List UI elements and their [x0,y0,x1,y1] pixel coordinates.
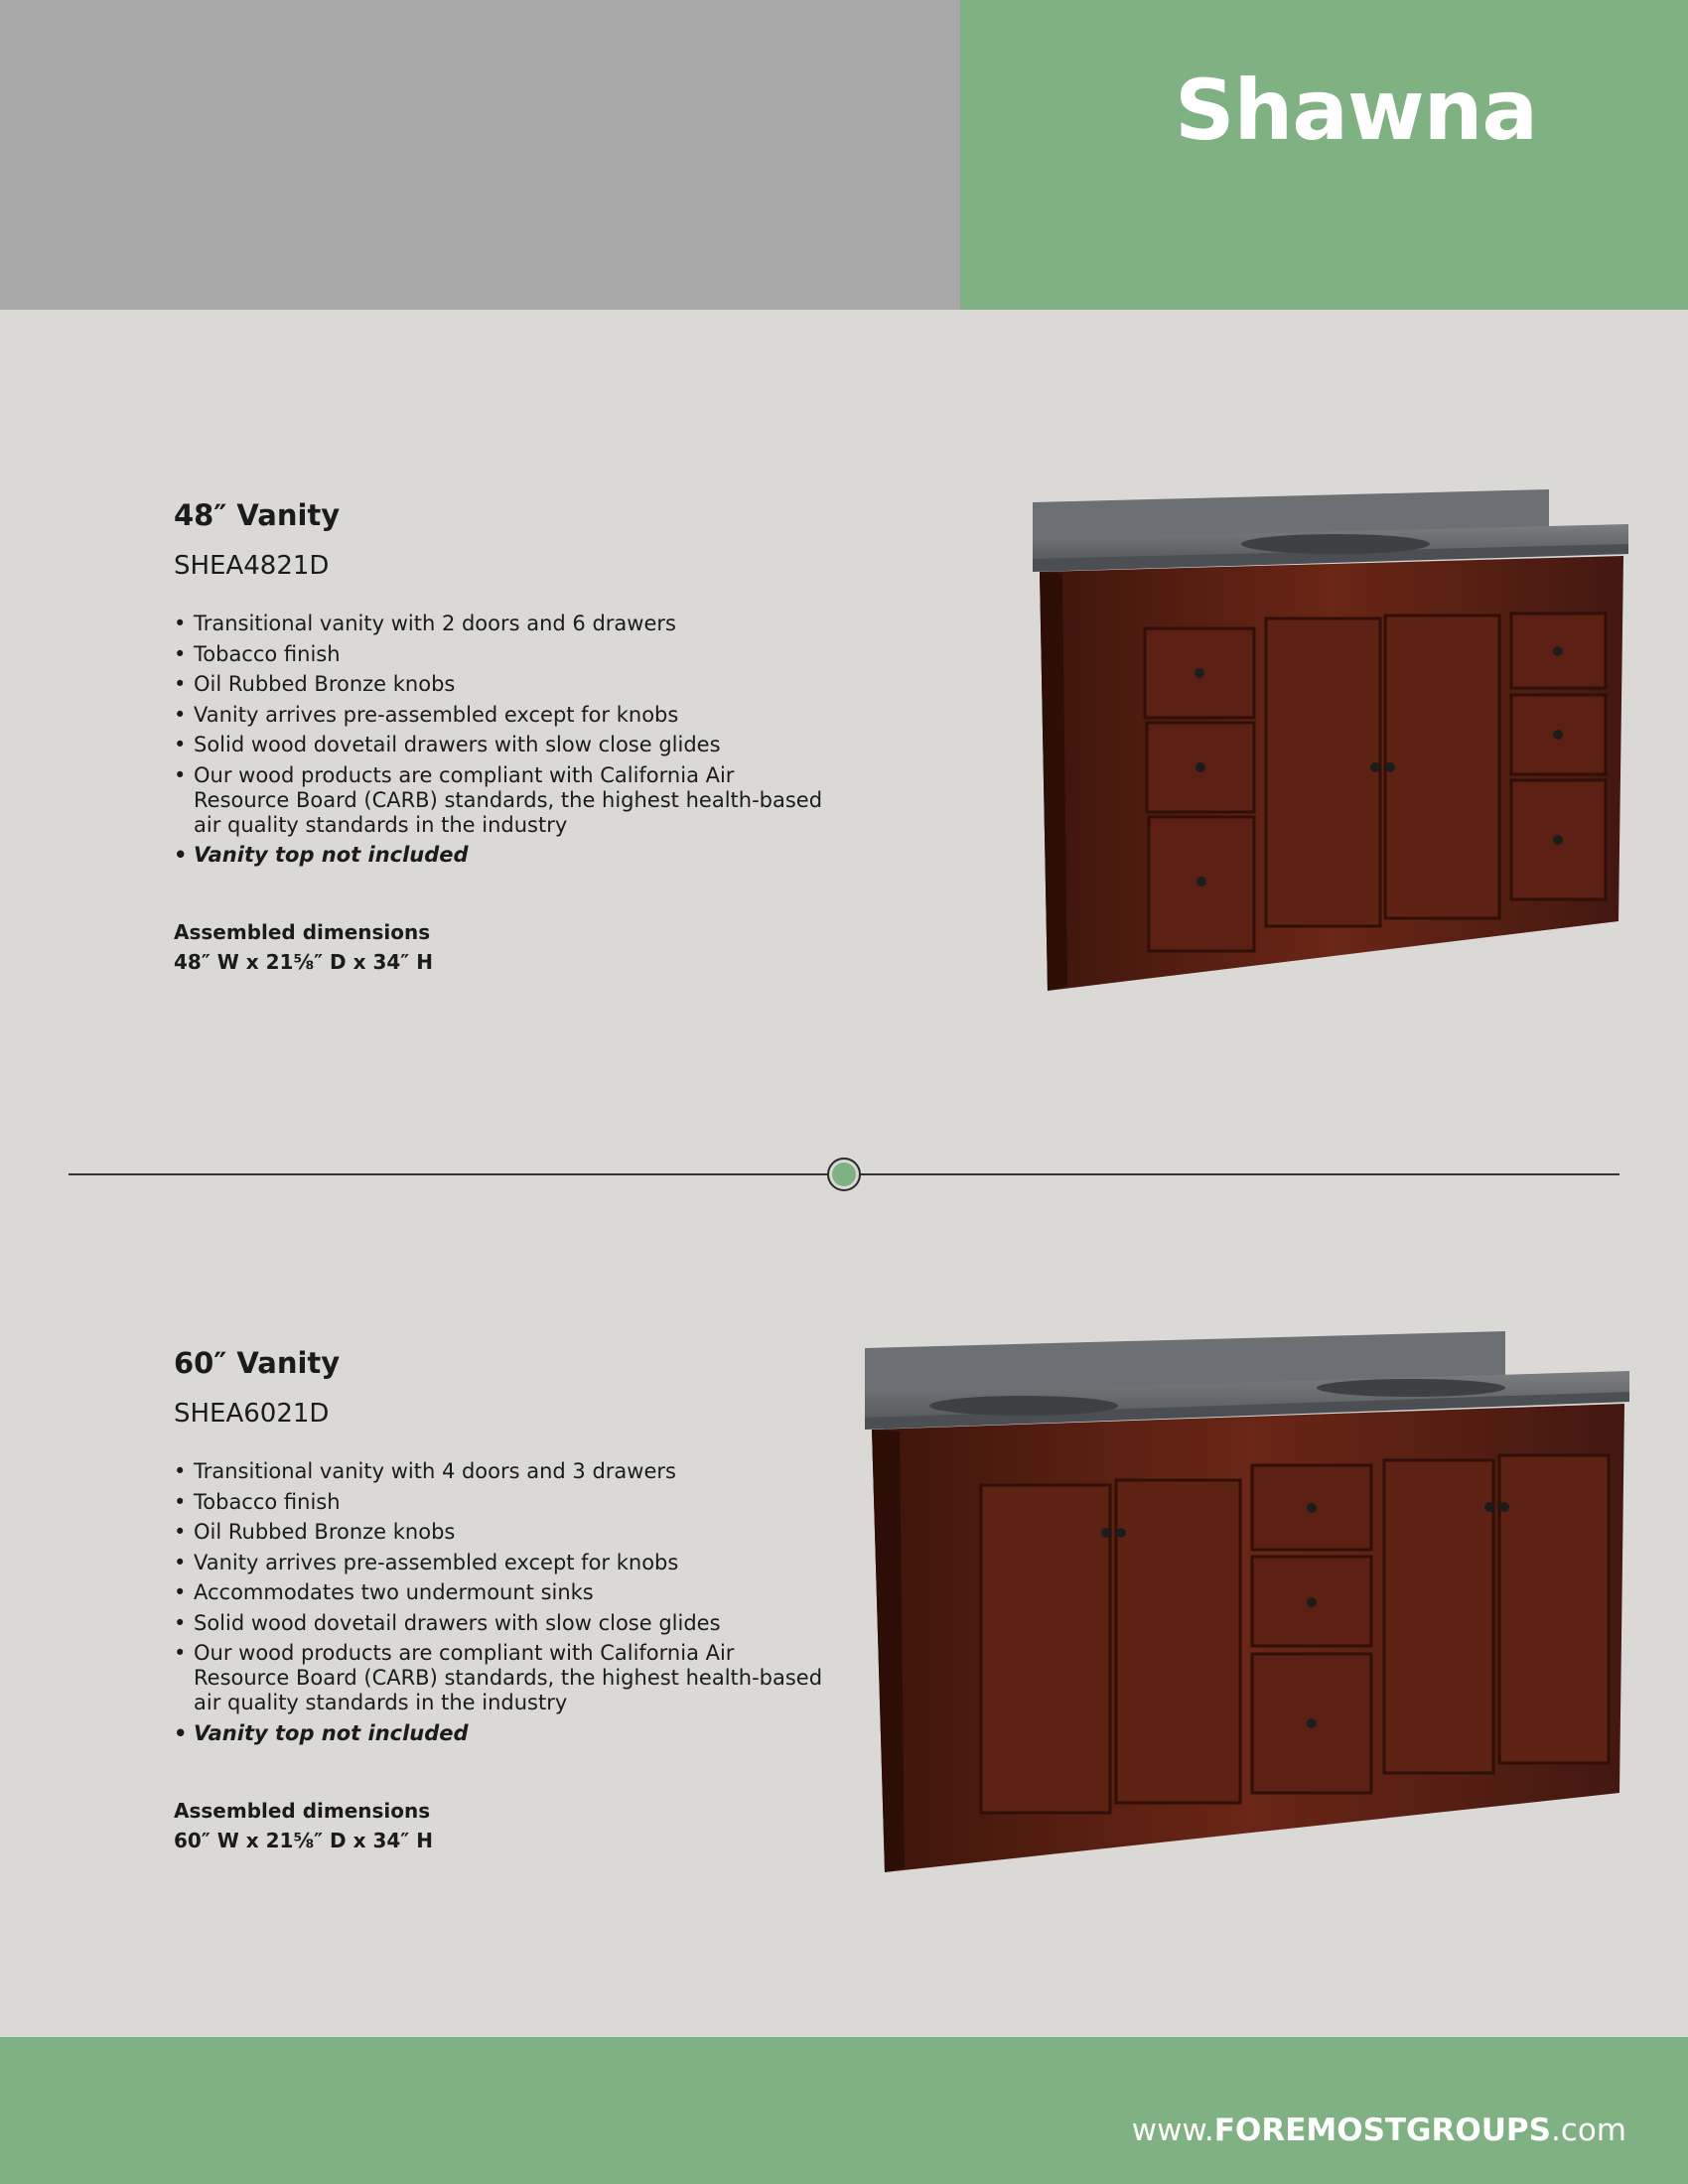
dimensions-label: Assembled dimensions [174,1798,431,1823]
website-link[interactable] [1132,2113,1626,2148]
dimensions-value: 48″ W x 21⅝″ D x 34″ H [174,950,433,974]
collection-title: Shawna [1175,62,1538,159]
feature-item: • Tobacco finish [174,642,829,667]
footer-band [0,2037,1688,2184]
feature-item: • Oil Rubbed Bronze knobs [174,672,829,697]
feature-note: • Vanity top not included [174,1721,829,1746]
feature-item: • Vanity arrives pre-assembled except for knobs [174,703,829,728]
dimensions-label: Assembled dimensions [174,920,431,944]
feature-item: • Transitional vanity with 2 doors and 6 drawers [174,612,829,636]
product-name: 48″ Vanity [174,498,341,532]
url-suffix: .com [1550,2113,1626,2148]
feature-note: • Vanity top not included [174,843,829,868]
dimensions-value: 60″ W x 21⅝″ D x 34″ H [174,1828,433,1852]
feature-item: • Our wood products are compliant with California Air Resource Board (CARB) standards, the highest health-based air quality standards in the industry [174,1641,829,1715]
feature-item: • Solid wood dovetail drawers with slow close glides [174,733,829,757]
vanity-60-image [860,1326,1634,1882]
url-prefix: www. [1131,2113,1214,2148]
feature-list [174,1459,829,1746]
divider-dot-icon [827,1158,861,1191]
feature-item: • Oil Rubbed Bronze knobs [174,1520,829,1545]
feature-item: • Tobacco finish [174,1490,829,1515]
feature-item: • Vanity arrives pre-assembled except for knobs [174,1551,829,1575]
product-48-vanity [174,492,829,977]
product-sku: SHEA6021D [174,1399,330,1429]
product-60-vanity [174,1340,829,1855]
feature-item: • Transitional vanity with 4 doors and 3 drawers [174,1459,829,1484]
feature-item: • Solid wood dovetail drawers with slow close glides [174,1611,829,1636]
feature-item: • Accommodates two undermount sinks [174,1580,829,1605]
product-sku: SHEA4821D [174,551,330,581]
url-brand: FOREMOSTGROUPS [1213,2113,1551,2148]
vanity-48-image [1028,484,1633,1001]
feature-item: • Our wood products are compliant with California Air Resource Board (CARB) standards, the highest health-based air quality standards in the industry [174,763,829,838]
feature-list [174,612,829,868]
product-name: 60″ Vanity [174,1346,341,1380]
header-gray-panel [0,0,960,310]
